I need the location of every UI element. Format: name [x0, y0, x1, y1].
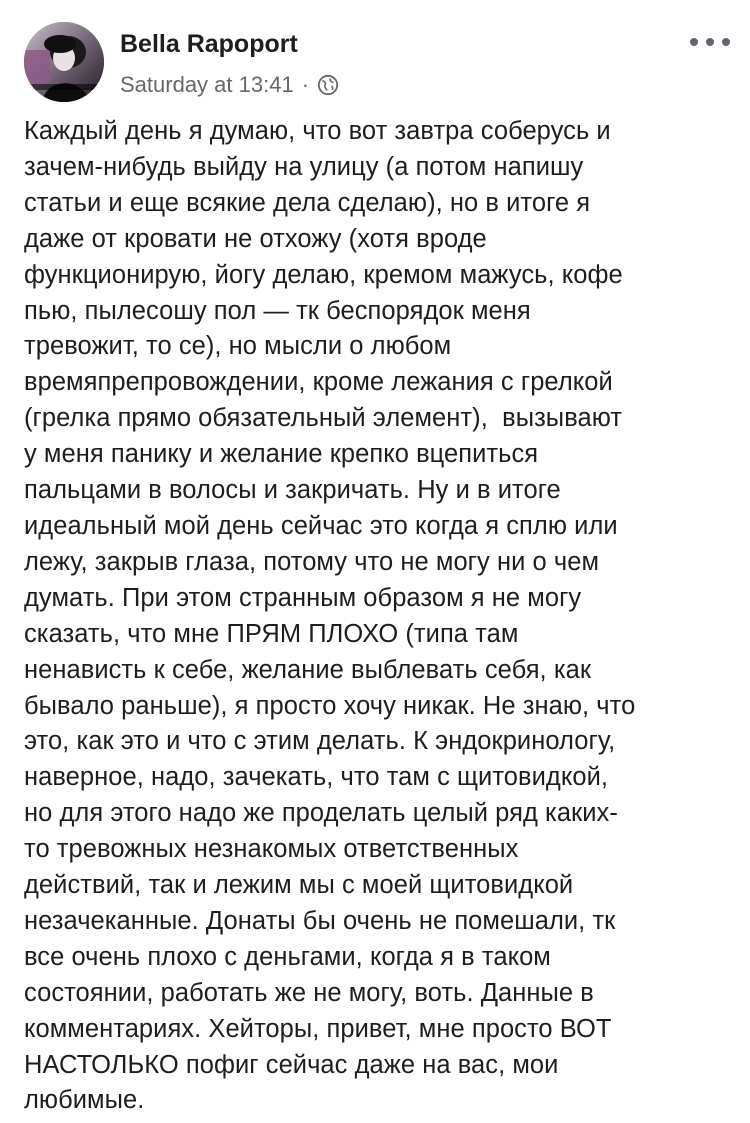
post-text-line: действий, так и лежим мы с моей щитовидкой — [24, 871, 574, 900]
author-name[interactable]: Bella Rapoport — [120, 30, 298, 58]
post-text-line: любимые. — [24, 1086, 145, 1115]
avatar[interactable] — [24, 22, 104, 102]
post-text-line: идеальный мой день сейчас это когда я сплю или — [24, 511, 618, 540]
post-text-line: ненависть к себе, желание выблевать себя, как — [24, 655, 592, 684]
post-text-line: бывало раньше), я просто хочу никак. Не знаю, что — [24, 691, 636, 720]
post-text-line: это, как это и что с этим делать. К эндокринологу, — [24, 727, 616, 756]
meta-separator: · — [301, 72, 310, 97]
post-text-line: лежу, закрыв глаза, потому что не могу ни о чем — [24, 547, 600, 576]
post-text-line: у меня панику и желание крепко вцепиться — [24, 440, 539, 469]
post-text-line: все очень плохо с деньгами, когда я в таком — [24, 942, 551, 971]
post-text-line: незачеканные. Донаты бы очень не помешали, тк — [24, 906, 616, 935]
post-text-line: сказать, что мне ПРЯМ ПЛОХО (типа там — [24, 619, 519, 648]
post-text-line: то тревожных незнакомых ответственных — [24, 835, 519, 864]
more-dots-icon — [690, 38, 698, 46]
post-text-line: но для этого надо же проделать целый ряд каких- — [24, 799, 618, 828]
post-text-line: думать. При этом странным образом я не могу — [24, 583, 582, 612]
post-text-line: наверное, надо, зачекать, что там с щитовидкой, — [24, 763, 608, 792]
post-text — [24, 114, 729, 1119]
post-text-line: комментариях. Хейторы, привет, мне просто ВОТ — [24, 1014, 612, 1043]
post-text-line: статьи и еще всякие дела сделаю), но в итоге я — [24, 188, 591, 217]
post-text-line: Каждый день я думаю, что вот завтра соберусь и — [24, 117, 611, 145]
more-options-button[interactable] — [690, 28, 730, 56]
post-meta — [120, 70, 339, 100]
post-text-line: (грелка прямо обязательный элемент), вызывают — [24, 404, 623, 433]
post-timestamp[interactable]: Saturday at 13:41 — [120, 72, 294, 97]
post-text-line: зачем-нибудь выйду на улицу (а потом напишу — [24, 152, 584, 181]
post-text-line: даже от кровати не отхожу (хотя вроде — [24, 224, 487, 253]
post-header — [0, 0, 750, 110]
post-text-line: пью, пылесошу пол — тк беспорядок меня — [24, 296, 531, 325]
post-text-line: времяпрепровождении, кроме лежания с грелкой — [24, 368, 613, 397]
globe-icon[interactable] — [317, 74, 339, 96]
post-text-line: пальцами в волосы и закричать. Ну и в итоге — [24, 476, 561, 505]
post-text-line: тревожит, то се), но мысли о любом — [24, 332, 452, 361]
post-text-line: состоянии, работать же не могу, воть. Данные в — [24, 978, 594, 1007]
post-text-line: функционирую, йогу делаю, кремом мажусь, кофе — [24, 260, 623, 289]
post-text-line: НАСТОЛЬКО пофиг сейчас даже на вас, мои — [24, 1050, 559, 1079]
more-dots-icon — [722, 38, 730, 46]
more-dots-icon — [706, 38, 714, 46]
avatar-photo — [24, 22, 104, 102]
